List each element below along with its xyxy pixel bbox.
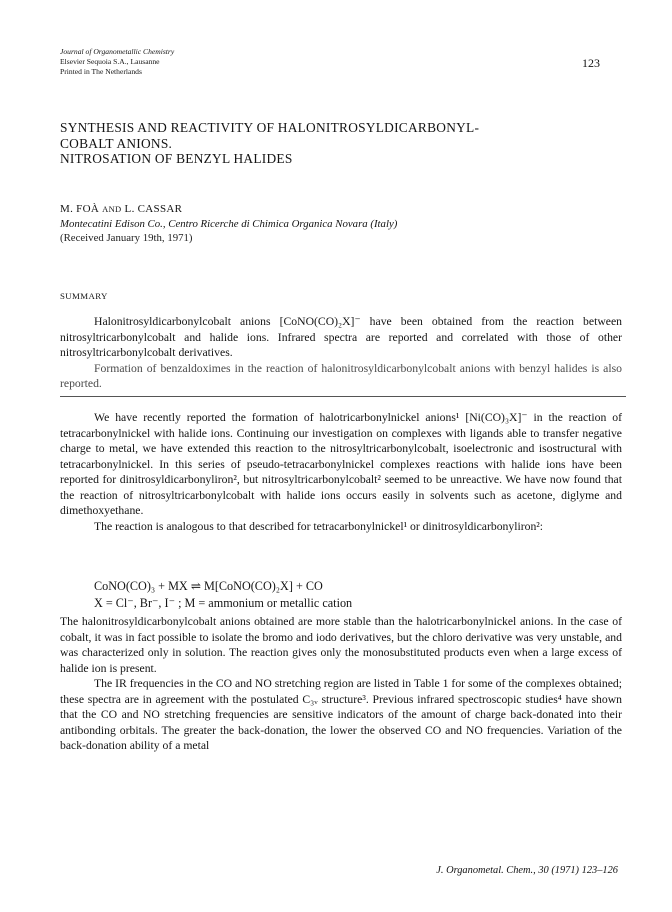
author-1: M. FOÀ <box>60 203 100 215</box>
intro-section-b <box>60 614 622 754</box>
author-line <box>60 203 182 215</box>
intro-section-a <box>60 410 622 534</box>
printed-line: Printed in The Netherlands <box>60 67 142 77</box>
received-date: (Received January 19th, 1971) <box>60 232 193 244</box>
author-conjunction: AND <box>102 204 122 214</box>
affiliation: Montecatini Edison Co., Centro Ricerche di Chimica Organica Novara (Italy) <box>60 218 398 230</box>
title-line-1: SYNTHESIS AND REACTIVITY OF HALONITROSYLDICARBONYL- <box>60 120 480 135</box>
summary-paragraph-2: Formation of benzaldoximes in the reaction of halonitrosyldicarbonylcobalt anions with benzyl halides is also reported. <box>60 361 622 390</box>
reaction-equation: CoNO(CO)₃ + MX ⇌ M[CoNO(CO)₂X] + CO <box>94 579 323 593</box>
page-number: 123 <box>582 56 600 70</box>
journal-citation: J. Organometal. Chem., 30 (1971) 123–126 <box>436 865 618 876</box>
reaction-definitions: X = Cl⁻, Br⁻, I⁻ ; M = ammonium or metallic cation <box>94 596 353 610</box>
intro-paragraph-2: The reaction is analogous to that described for tetracarbonylnickel¹ or dinitrosyldicarbonyliron²: <box>94 519 544 533</box>
journal-name: Journal of Organometallic Chemistry <box>60 47 175 56</box>
body-paragraph-3: The halonitrosyldicarbonylcobalt anions obtained are more stable than the halotricarbonylnickel anions. In the case of cobalt, it was in fact possible to isolate the bromo and iodo derivatives, but the chloro derivative was very unstable, and was characterized only in solution. The reaction gives only the monosubstituted products even when a large excess of halide ion is present. <box>60 615 622 675</box>
title-line-2: COBALT ANIONS. <box>60 135 173 151</box>
journal-header <box>60 47 174 78</box>
summary-paragraph-1: Halonitrosyldicarbonylcobalt anions [CoNO(CO)₂X]⁻ have been obtained from the reaction between nitrosyltricarbonylcobalt and halide ions. Infrared spectra are reported and correlated with those of other nitrosyltricarbonylcobalt derivatives. <box>60 315 622 359</box>
author-2: L. CASSAR <box>124 203 183 215</box>
body-paragraph-4: The IR frequencies in the CO and NO stretching region are listed in Table 1 for some of the complexes obtained; these spectra are in agreement with the postulated C₃ᵥ structure³. Previous infrared spectroscopic studies⁴ have shown that the CO and NO stretching frequencies are sensitive indicators of the amount of charge back-donated into their antibonding orbitals. The greater the back-donation, the lower the observed CO and NO frequencies. Variation of the back-donation ability of a metal <box>60 677 622 752</box>
summary-section <box>60 314 622 392</box>
title-line-3: NITROSATION OF BENZYL HALIDES <box>60 151 293 166</box>
publisher-line: Elsevier Sequoia S.A., Lausanne <box>60 57 160 67</box>
article-title <box>60 120 620 167</box>
summary-heading: SUMMARY <box>60 291 108 301</box>
section-divider <box>60 396 626 397</box>
intro-paragraph-1: We have recently reported the formation of halotricarbonylnickel anions¹ [Ni(CO)₃X]⁻ in the reaction of tetracarbonylnickel with halide ions. Continuing our investigation on complexes with ligands able to transfer negative charge to metal, we have extended this reaction to the nitrosyltricarbonylcobalt, isoelectronic and isostructural with tetracarbonylnickel. In this series of pseudo-tetracarbonylnickel complexes reactions with halide ions have been reported for dinitrosyldicarbonyliron², but nitrosyltricarbonylcobalt² seemed to be unreactive. We have now found that the reaction of nitrosyltricarbonylcobalt with halide ions occurs easily in solvents such as acetone, diglyme and dimethoxyethane. <box>60 411 622 517</box>
